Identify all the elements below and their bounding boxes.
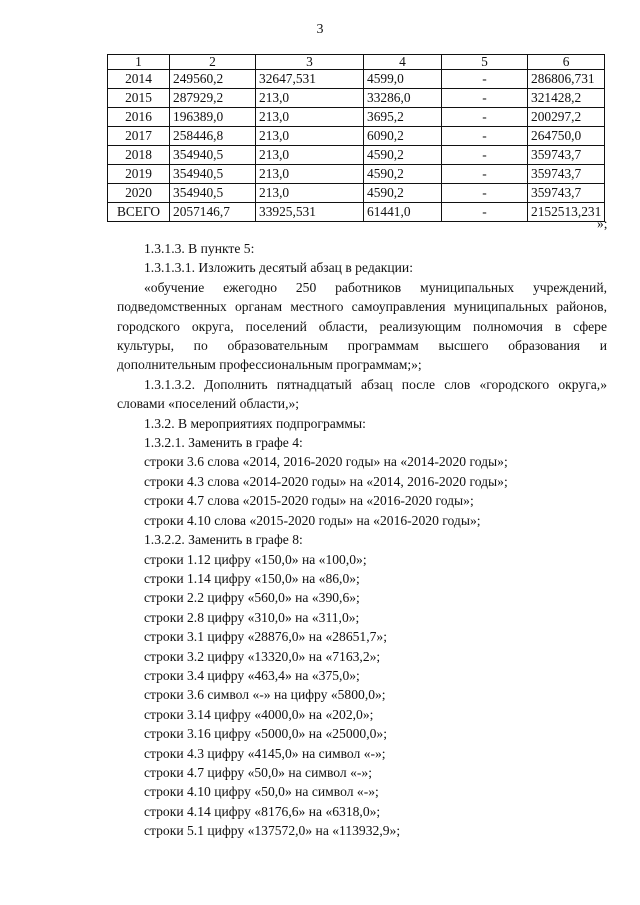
replacement-item: строки 1.14 цифру «150,0» на «86,0»; xyxy=(144,570,360,586)
value-cell: - xyxy=(442,108,528,127)
value-cell: 4599,0 xyxy=(364,70,442,89)
value-cell: 258446,8 xyxy=(170,127,256,146)
budget-table xyxy=(107,54,605,222)
value-cell: - xyxy=(442,203,528,222)
table-row xyxy=(108,108,605,127)
table-row xyxy=(108,165,605,184)
column-number-cell: 6 xyxy=(528,55,605,70)
quoted-paragraph: «обучение ежегодно 250 работников муниципальных учреждений, подведомственных органам местного самоуправления муниципальных районов, городского округа, поселений области, реализующим полномочия в сфере культуры, по образовательным программам высшего образования и дополнительным профессиональным программам;»; xyxy=(117,279,607,373)
replacement-item: строки 3.14 цифру «4000,0» на «202,0»; xyxy=(144,706,374,722)
value-cell: - xyxy=(442,70,528,89)
year-cell: ВСЕГО xyxy=(108,203,170,222)
clause-1-3-2: 1.3.2. В мероприятиях подпрограммы: xyxy=(144,415,366,431)
table-row xyxy=(108,203,605,222)
value-cell: 2057146,7 xyxy=(170,203,256,222)
value-cell: 196389,0 xyxy=(170,108,256,127)
year-cell: 2020 xyxy=(108,184,170,203)
column-number-cell: 1 xyxy=(108,55,170,70)
value-cell: 61441,0 xyxy=(364,203,442,222)
clause-1-3-2-1: 1.3.2.1. Заменить в графе 4: xyxy=(144,435,303,451)
replacement-item: строки 4.3 слова «2014-2020 годы» на «2014, 2016-2020 годы»; xyxy=(144,473,508,489)
replacement-item: строки 2.2 цифру «560,0» на «390,6»; xyxy=(144,590,360,606)
replacement-item: строки 3.2 цифру «13320,0» на «7163,2»; xyxy=(144,648,381,664)
replacement-item: строки 3.6 слова «2014, 2016-2020 годы» на «2014-2020 годы»; xyxy=(144,454,508,470)
value-cell: 32647,531 xyxy=(256,70,364,89)
column-8-replacements xyxy=(117,550,607,841)
document-body xyxy=(117,239,607,841)
value-cell: 213,0 xyxy=(256,184,364,203)
table-row xyxy=(108,146,605,165)
replacement-item: строки 1.12 цифру «150,0» на «100,0»; xyxy=(144,551,367,567)
value-cell: 213,0 xyxy=(256,165,364,184)
replacement-item: строки 4.10 цифру «50,0» на символ «-»; xyxy=(144,784,379,800)
year-cell: 2015 xyxy=(108,89,170,108)
value-cell: 359743,7 xyxy=(528,165,605,184)
clause-1-3-1-3-1: 1.3.1.3.1. Изложить десятый абзац в редакции: xyxy=(144,260,413,276)
value-cell: 213,0 xyxy=(256,127,364,146)
value-cell: - xyxy=(442,146,528,165)
clause-1-3-1-3-2: 1.3.1.3.2. Дополнить пятнадцатый абзац после слов «городского округа,» словами «поселений области,»; xyxy=(117,376,607,412)
value-cell: 213,0 xyxy=(256,108,364,127)
value-cell: 6090,2 xyxy=(364,127,442,146)
value-cell: - xyxy=(442,127,528,146)
clause-1-3-1-3: 1.3.1.3. В пункте 5: xyxy=(144,241,255,256)
value-cell: - xyxy=(442,184,528,203)
value-cell: 264750,0 xyxy=(528,127,605,146)
table-header-row xyxy=(108,55,605,70)
replacement-item: строки 4.7 слова «2015-2020 годы» на «2016-2020 годы»; xyxy=(144,493,474,509)
replacement-item: строки 4.10 слова «2015-2020 годы» на «2016-2020 годы»; xyxy=(144,512,481,528)
value-cell: 249560,2 xyxy=(170,70,256,89)
replacement-item: строки 4.3 цифру «4145,0» на символ «-»; xyxy=(144,745,386,761)
clause-1-3-2-2: 1.3.2.2. Заменить в графе 8: xyxy=(144,532,303,548)
value-cell: 2152513,231 xyxy=(528,203,605,222)
value-cell: 4590,2 xyxy=(364,165,442,184)
replacement-item: строки 4.7 цифру «50,0» на символ «-»; xyxy=(144,764,372,780)
year-cell: 2019 xyxy=(108,165,170,184)
value-cell: 287929,2 xyxy=(170,89,256,108)
column-4-replacements xyxy=(117,452,607,530)
value-cell: 359743,7 xyxy=(528,146,605,165)
value-cell: 354940,5 xyxy=(170,184,256,203)
value-cell: 354940,5 xyxy=(170,165,256,184)
year-cell: 2016 xyxy=(108,108,170,127)
value-cell: 33925,531 xyxy=(256,203,364,222)
value-cell: 354940,5 xyxy=(170,146,256,165)
table-closing-quote: »; xyxy=(597,216,608,231)
replacement-item: строки 5.1 цифру «137572,0» на «113932,9»; xyxy=(144,823,401,839)
replacement-item: строки 3.16 цифру «5000,0» на «25000,0»; xyxy=(144,726,388,742)
table-row xyxy=(108,70,605,89)
column-number-cell: 5 xyxy=(442,55,528,70)
value-cell: 33286,0 xyxy=(364,89,442,108)
year-cell: 2014 xyxy=(108,70,170,89)
value-cell: 4590,2 xyxy=(364,184,442,203)
value-cell: 213,0 xyxy=(256,89,364,108)
page-number: 3 xyxy=(316,22,324,37)
column-number-cell: 2 xyxy=(170,55,256,70)
column-number-cell: 3 xyxy=(256,55,364,70)
year-cell: 2017 xyxy=(108,127,170,146)
value-cell: 3695,2 xyxy=(364,108,442,127)
column-number-cell: 4 xyxy=(364,55,442,70)
table-row xyxy=(108,127,605,146)
replacement-item: строки 3.6 символ «-» на цифру «5800,0»; xyxy=(144,687,386,703)
replacement-item: строки 2.8 цифру «310,0» на «311,0»; xyxy=(144,609,360,625)
value-cell: 359743,7 xyxy=(528,184,605,203)
value-cell: 4590,2 xyxy=(364,146,442,165)
table-row xyxy=(108,184,605,203)
replacement-item: строки 3.1 цифру «28876,0» на «28651,7»; xyxy=(144,629,388,645)
value-cell: 321428,2 xyxy=(528,89,605,108)
value-cell: - xyxy=(442,89,528,108)
replacement-item: строки 4.14 цифру «8176,6» на «6318,0»; xyxy=(144,803,381,819)
year-cell: 2018 xyxy=(108,146,170,165)
value-cell: 286806,731 xyxy=(528,70,605,89)
value-cell: - xyxy=(442,165,528,184)
value-cell: 200297,2 xyxy=(528,108,605,127)
value-cell: 213,0 xyxy=(256,146,364,165)
table-row xyxy=(108,89,605,108)
replacement-item: строки 3.4 цифру «463,4» на «375,0»; xyxy=(144,667,360,683)
